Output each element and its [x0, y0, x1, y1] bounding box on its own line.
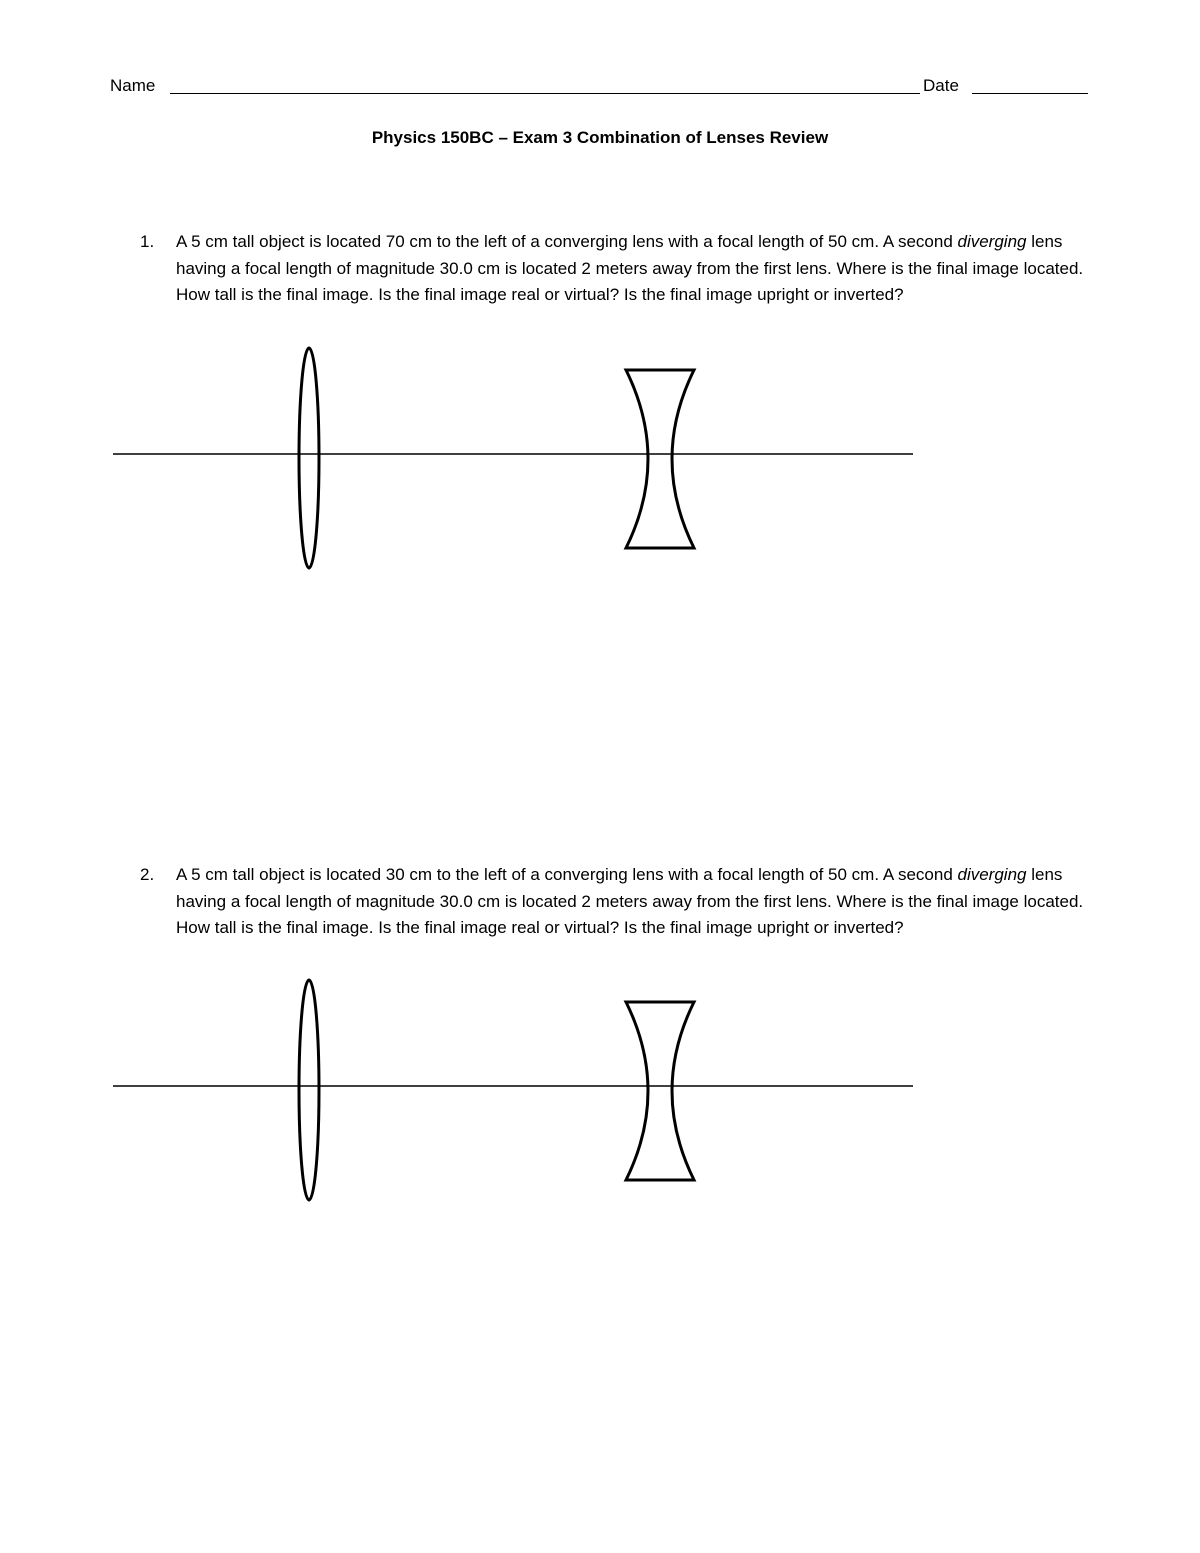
question-text-part: A 5 cm tall object is located 70 cm to the left of a converging lens with a focal length of 50 cm. A second	[176, 232, 958, 251]
question-text-part: lens having a focal length of magnitude 30.0 cm is located 2 meters away from the first lens. Where is the final image located. How tall is the final image. Is the final image real or virtual? Is the final image upright or inverted?	[176, 865, 1084, 937]
lens-diagram-1	[0, 340, 1200, 570]
name-blank-line[interactable]	[170, 93, 920, 94]
date-blank-line[interactable]	[972, 93, 1088, 94]
header-line	[110, 74, 1090, 98]
lens-diagram-2	[0, 972, 1200, 1202]
diverging-lens	[626, 1002, 694, 1180]
question-number: 1.	[140, 232, 155, 251]
question-text-part: A 5 cm tall object is located 30 cm to the left of a converging lens with a focal length of 50 cm. A second	[176, 865, 958, 884]
question-text-italic: diverging	[957, 232, 1027, 251]
question-number: 2.	[140, 865, 155, 884]
converging-lens	[299, 348, 319, 568]
date-label: Date	[923, 76, 959, 95]
diverging-lens	[626, 370, 694, 548]
name-label: Name	[110, 76, 156, 95]
page-title: Physics 150BC – Exam 3 Combination of Lenses Review	[371, 128, 829, 147]
converging-lens	[299, 980, 319, 1200]
question-text-part: lens having a focal length of magnitude 30.0 cm is located 2 meters away from the first lens. Where is the final image located. How tall is the final image. Is the final image real or virtual? Is the final image upright or inverted?	[176, 232, 1084, 304]
question-text-italic: diverging	[957, 865, 1027, 884]
question-text	[176, 862, 1096, 942]
question-text	[176, 229, 1096, 309]
